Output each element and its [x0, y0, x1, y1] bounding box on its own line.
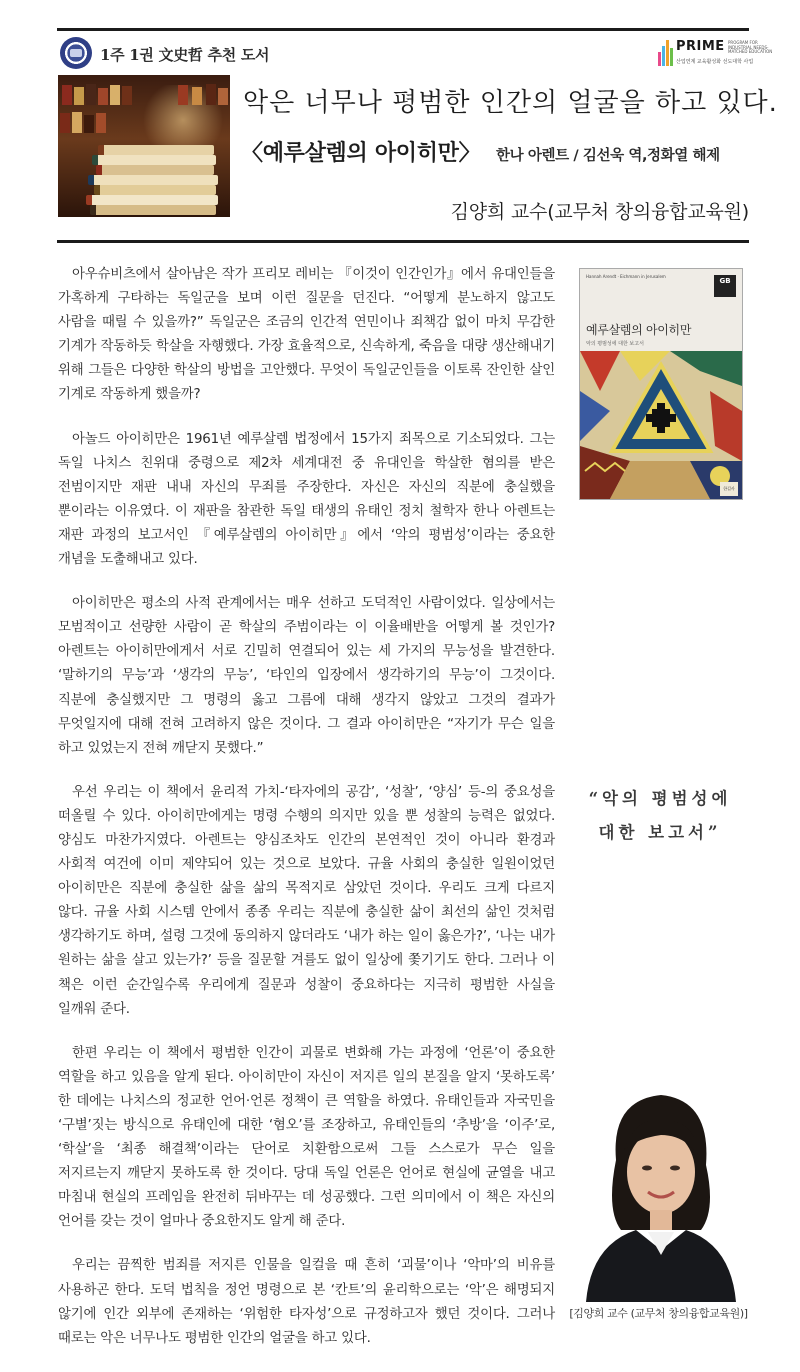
- book-cover: [579, 268, 743, 500]
- book-author-translator: 한나 아렌트 / 김선욱 역,정화열 해제: [496, 148, 720, 164]
- top-rule: [57, 28, 749, 31]
- prime-word: PRIME: [676, 39, 725, 54]
- reviewer-line: 김양희 교수(교무처 창의융합교육원): [450, 201, 749, 223]
- pull-quote: [568, 782, 752, 850]
- cover-series-text: Hannah Arendt · Eichmann in Jerusalem: [586, 274, 666, 279]
- prime-caption: 산업연계 교육활성화 선도대학 사업: [676, 59, 754, 65]
- article-body: [58, 263, 555, 1371]
- paragraph: 한편 우리는 이 책에서 평범한 인간이 괴물로 변화해 가는 과정에 ‘언론’이 중요한 역할을 하고 있음을 알게 된다. 아이히만이 자신이 저지른 일의 본질을 알지 ‘못하도록’ 한 데에는 나치스의 정교한 언어·언론 정책이 큰 역할을 하였다. 유태인들과 자국민을 ‘구별’짓는 방식으로 유태인에 대한 ‘혐오’를 조장하고, 유태인들의 ‘추방’을 ‘이주’로, ‘학살’을 ‘최종 해결책’이라는 단어로 치환함으로써 그들 스스로가 무슨 일을 저지르는지 깨닫지 못하도록 한 것이다. 당대 독일 언론은 언어로 현실에 균열을 내고 마침내 현실의 프레임을 완전히 뒤바꾸는 데 성공했다. 그런 의미에서 이 책은 자신의 언어를 갖는 것이 얼마나 중요한지도 알게 해 준다.: [58, 1045, 555, 1230]
- bookstack-photo: [58, 75, 230, 217]
- pull-quote-line: “악의 평범성에: [588, 789, 732, 808]
- paragraph: 아이히만은 평소의 사적 관계에서는 매우 선하고 도덕적인 사람이었다. 일상에서는 모범적이고 선량한 사람이 곧 학살의 주범이라는 이 이율배반을 어떻게 볼 것인가? 아렌트는 아이히만에게서 서로 긴밀히 연결되어 있는 세 가지의 무능성을 발견한다. ‘말하기의 무능’과 ‘생각의 무능’, ‘타인의 입장에서 생각하기의 무능’이 그것이다. 직분에 충실했지만 그 명령의 옳고 그름에 대해 생각지 않았고 그것의 결과가 무엇일지에 대해 전혀 고려하지 않은 것이다. 그 결과 아이히만은 “자기가 무슨 일을 하고 있었는지 전혀 깨닫지 못했다.”: [58, 596, 555, 756]
- prime-logo: [658, 38, 773, 68]
- series-label: 1주 1권 文史哲 추천 도서: [100, 46, 270, 64]
- prime-subtitle: PROGRAM FOR INDUSTRIAL NEEDS-MATCHED EDUCATION: [728, 40, 773, 54]
- pull-quote-line: 대한 보고서”: [598, 823, 722, 842]
- paragraph: 아우슈비츠에서 살아남은 작가 프리모 레비는 『이것이 인간인가』에서 유대인들을 가혹하게 구타하는 독일군을 보며 이런 질문을 던진다. “어떻게 분노하지 않고도 사람을 때릴 수 있을까?” 독일군은 조금의 인간적 연민이나 죄책감 없이 마치 무감한 기계가 작동하듯 학살을 자행했다. 가장 효율적으로, 신속하게, 죽음을 대량 생산해내기 위해 그들은 다양한 학살의 방법을 고안했다. 무엇이 독일군인들을 이토록 잔인한 살인 기계로 작동하게 했을까?: [58, 267, 555, 403]
- paragraph: 우리는 끔찍한 범죄를 저지른 인물을 일컬을 때 흔히 ‘괴물’이나 ‘악마’의 비유를 사용하곤 한다. 도덕 법칙을 정언 명령으로 본 ‘칸트’의 윤리학으로는 ‘악’은 해명되지 않기에 인간 외부에 존재하는 ‘위험한 타자성’으로 규정하고자 했던 것이다. 그러나 때로는 악은 너무나도 평범한 인간의 얼굴을 하고 있다.: [58, 1258, 555, 1346]
- prime-bars-icon: [658, 40, 674, 66]
- cover-title: 예루살렘의 아이히만: [586, 323, 692, 337]
- cover-gb-badge: GB: [714, 275, 736, 297]
- cover-artwork: [580, 351, 742, 499]
- author-portrait: [566, 1080, 751, 1302]
- book-title: 〈예루살렘의 아이히만〉: [241, 141, 481, 166]
- cover-publisher: 한길사: [720, 482, 738, 496]
- portrait-caption: [김양희 교수 (교무처 창의융합교육원)]: [569, 1307, 748, 1320]
- headline: 악은 너무나 평범한 인간의 얼굴을 하고 있다.: [243, 88, 778, 118]
- paragraph: 아놀드 아이히만은 1961년 예루살렘 법정에서 15가지 죄목으로 기소되었다. 그는 독일 나치스 친위대 중령으로 제2차 세계대전 중 유대인을 학살한 혐의를 받은 전범이지만 재판 내내 자신의 무죄를 주장한다. 자신은 자신의 직분에 충실했을 뿐이라는 이유였다. 이 재판을 참관한 독일 태생의 유태인 정치 철학자 한나 아렌트는 재판 과정의 보고서인 『예루살렘의 아이히만』에서 ‘악의 평범성’이라는 중요한 개념을 도출해내고 있다.: [58, 431, 555, 568]
- header-rule: [57, 240, 749, 243]
- cover-subtitle: 악의 평범성에 대한 보고서: [586, 341, 644, 347]
- university-seal-icon: [60, 37, 92, 69]
- paragraph: 우선 우리는 이 책에서 윤리적 가치-‘타자에의 공감’, ‘성찰’, ‘양심’ 등-의 중요성을 떠올릴 수 있다. 아이히만에게는 명령 수행의 의지만 있을 뿐 성찰의 능력은 없었다. 양심도 마찬가지였다. 아렌트는 양심조차도 인간의 본연적인 것이 아니라 환경과 사회적 여건에 이미 제약되어 있는 것으로 보았다. 규율 사회의 충실한 일원이었던 아이히만은 직분에 충실한 삶을 삶의 목적지로 삼았던 것이다. 우리도 크게 다르지 않다. 규율 사회 시스템 안에서 종종 우리는 직분에 충실한 삶이 최선의 삶인 것처럼 생각하기도 하며, 설령 그것에 동의하지 않더라도 ‘내가 하는 일이 옳은가?’, ‘나는 내가 원하는 삶을 살고 있는가?’ 등을 질문할 겨를도 없이 일상에 쫓기기도 한다. 그러나 이 책은 이런 순간일수록 우리에게 질문과 성찰이 중요하다는 지극히 평범한 사실을 일깨워 준다.: [58, 784, 555, 1017]
